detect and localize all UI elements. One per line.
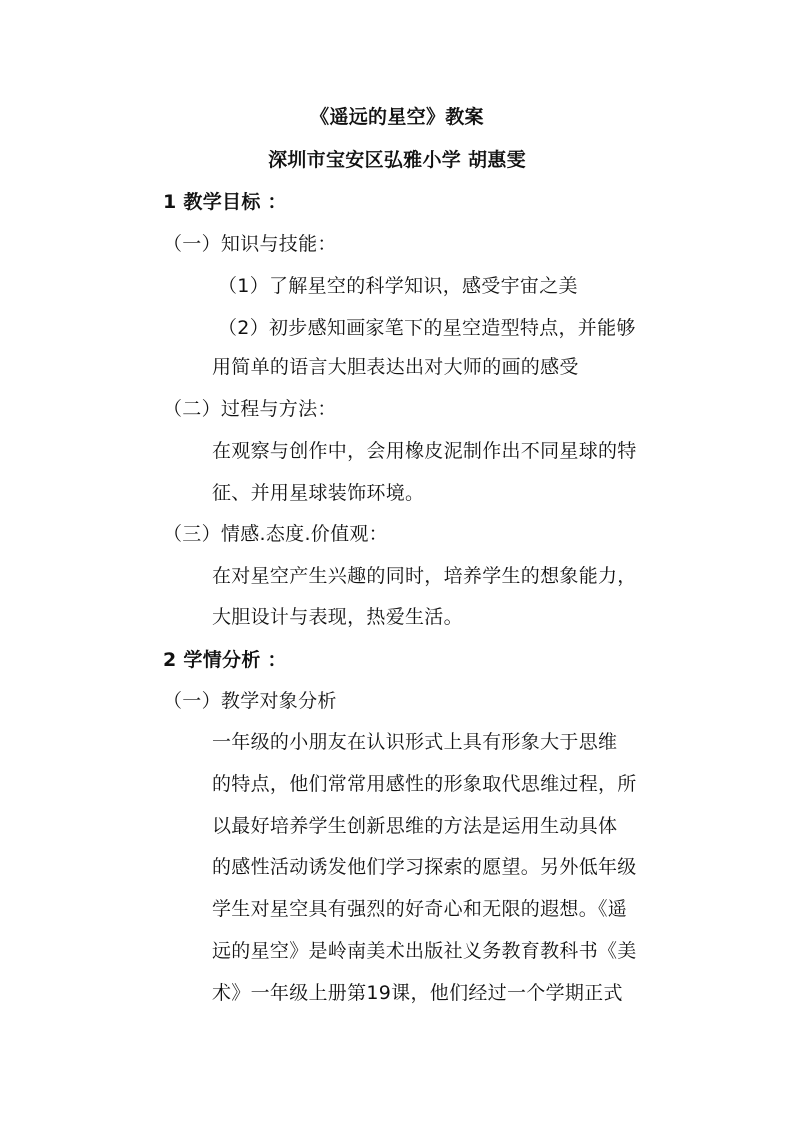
body-line: 用简单的语言大胆表达出对大师的画的感受 — [212, 356, 579, 378]
body-line: （1）了解星空的科学知识，感受宇宙之美 — [218, 275, 578, 297]
body-line: 大胆设计与表现，热爱生活。 — [212, 606, 463, 628]
body-line: 在对星空产生兴趣的同时，培养学生的想象能力， — [212, 565, 637, 587]
body-line: 以最好培养学生创新思维的方法是运用生动具体 — [212, 815, 618, 837]
subsection-label-knowledge: （一）知识与技能： — [163, 233, 337, 255]
body-line: 学生对星空具有强烈的好奇心和无限的遐想。《遥 — [212, 898, 628, 920]
subsection-label-process: （二）过程与方法： — [163, 398, 337, 420]
body-line: 远的星空》是岭南美术出版社义务教育教科书《美 — [212, 940, 637, 962]
body-line: 在观察与创作中，会用橡皮泥制作出不同星球的特 — [212, 440, 637, 462]
body-line: （2）初步感知画家笔下的星空造型特点，并能够 — [218, 317, 636, 339]
subsection-label-audience: （一）教学对象分析 — [163, 690, 337, 712]
body-line: 的感性活动诱发他们学习探索的愿望。另外低年级 — [212, 856, 637, 878]
document-title: 《遥远的星空》教案 — [310, 106, 484, 128]
section-heading-analysis: 2 学情分析 ： — [163, 649, 287, 671]
section-heading-objectives: 1 教学目标 ： — [163, 191, 287, 213]
body-line: 征、并用星球装饰环境。 — [212, 482, 425, 504]
body-line: 的特点，他们常常用感性的形象取代思维过程，所 — [212, 773, 637, 795]
document-author: 深圳市宝安区弘雅小学 胡惠雯 — [268, 149, 526, 171]
body-line: 术》一年级上册第19课，他们经过一个学期正式 — [212, 982, 623, 1004]
subsection-label-attitude: （三）情感.态度.价值观： — [163, 523, 388, 545]
body-line: 一年级的小朋友在认识形式上具有形象大于思维 — [212, 731, 618, 753]
